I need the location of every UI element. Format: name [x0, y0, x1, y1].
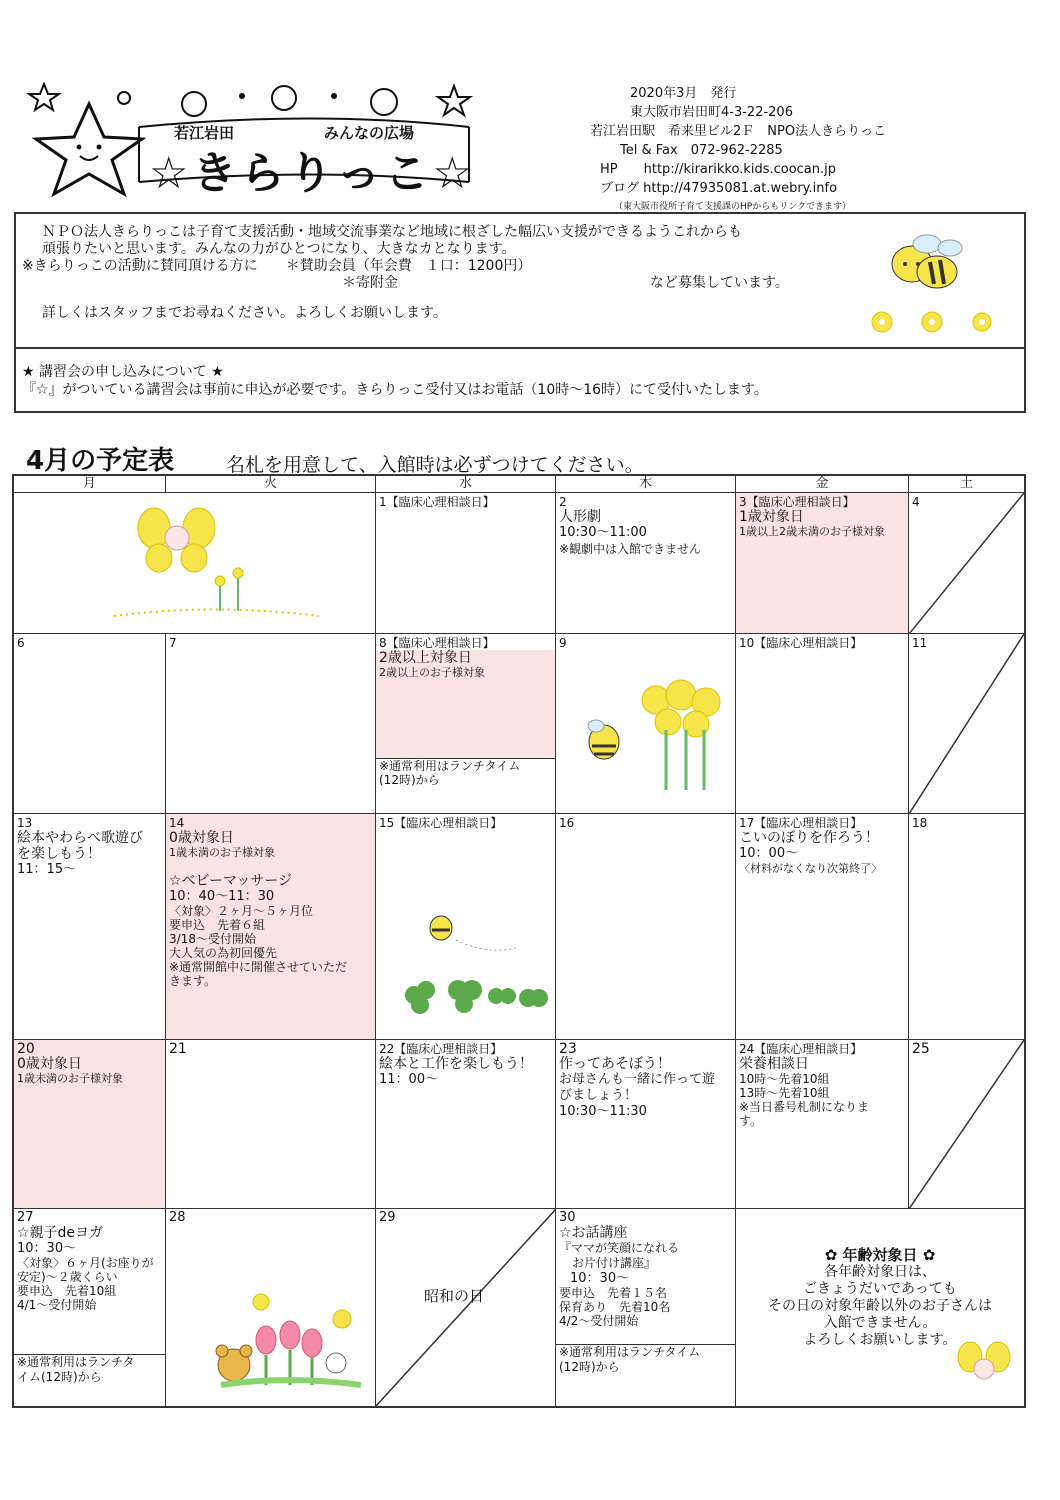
event-target: 1歳未満のお子様対象 — [17, 1072, 123, 1085]
event-target: 1歳以上2歳未満のお子様対象 — [739, 525, 885, 538]
event-time: 10：40〜11：30 — [169, 889, 275, 904]
event-title: ☆親子deヨガ — [17, 1225, 104, 1241]
schedule-subtitle: 名札を用意して、入館時は必ずつけてください。 — [226, 454, 644, 476]
bear-tulips-illustration — [166, 1225, 374, 1405]
publisher-info — [590, 84, 920, 217]
event-line-5: 3/18〜受付開始 — [169, 932, 256, 946]
day-label: 16 — [559, 816, 575, 830]
day-label: 18 — [912, 816, 928, 830]
holiday-diagonal — [376, 1209, 556, 1406]
schedule-title: 4月の予定表 — [26, 446, 175, 476]
event-title: 0歳対象日 — [17, 1056, 82, 1072]
event-line-2: お片付け講座』 — [572, 1256, 657, 1270]
weekday-wed: 水 — [376, 476, 556, 493]
day-label: 20 — [17, 1041, 35, 1057]
event-time: 10：30〜 — [570, 1271, 630, 1286]
cell-apr-17[interactable] — [736, 814, 909, 1040]
day-label: 6 — [17, 636, 25, 650]
cell-apr-4[interactable] — [909, 493, 1024, 634]
event-title: 絵本と工作を楽しもう！ — [379, 1056, 533, 1072]
event-title: 1歳対象日 — [739, 509, 804, 525]
cell-apr-27[interactable] — [14, 1209, 166, 1406]
intro-line-1: ＮＰＯ法人きらりっこは子育て支援活動・地域交流事業など地域に根ざした幅広い支援ができるようこれからも — [42, 224, 742, 240]
cell-apr-16[interactable] — [556, 814, 736, 1040]
age-notice-cell — [736, 1209, 1024, 1406]
event-line-3: 安定)〜２歳くらい — [17, 1270, 118, 1284]
day-label: 22【臨床心理相談日】 — [379, 1042, 503, 1056]
cell-apr-3[interactable] — [736, 493, 909, 634]
event-title: ☆お話講座 — [559, 1225, 628, 1241]
event-time: 11：00〜 — [379, 1072, 439, 1087]
day-label: 15【臨床心理相談日】 — [379, 816, 503, 830]
intro-box — [14, 212, 1026, 348]
cell-apr-7[interactable] — [166, 634, 376, 814]
day-label: 7 — [169, 636, 177, 650]
event-line-7: ※通常開館中に開催させていただ — [169, 960, 348, 974]
day-label: 10【臨床心理相談日】 — [739, 636, 863, 650]
closed-diagonal — [909, 634, 1024, 814]
publish-date: 2020年3月 発行 — [630, 86, 737, 101]
age-notice-line-1: 各年齢対象日は、 — [824, 1264, 936, 1280]
closed-diagonal — [909, 1040, 1024, 1209]
butterfly-illustration — [952, 1337, 1018, 1397]
homepage-url[interactable]: HP http://kirarikko.kids.coocan.jp — [600, 162, 836, 177]
seminar-title: ★ 講習会の申し込みについて ★ — [22, 364, 224, 380]
day-label: 21 — [169, 1041, 187, 1057]
day-label: 23 — [559, 1041, 577, 1057]
cell-apr-11[interactable] — [909, 634, 1024, 814]
event-note-2: イム(12時)から — [17, 1370, 102, 1384]
event-line-6: 4/2〜受付開始 — [559, 1314, 639, 1328]
cell-apr-15[interactable] — [376, 814, 556, 1040]
logo-main: ☆きらりっこ☆ — [149, 148, 476, 199]
event-time: 10:30〜11:30 — [559, 1104, 647, 1119]
event-line-4: す。 — [739, 1114, 763, 1128]
tel-fax: Tel & Fax 072-962-2285 — [620, 143, 783, 158]
link-note: （東大阪市役所子育て支援課のHPからもリンクできます） — [614, 202, 852, 212]
day-label: 11 — [912, 636, 928, 650]
day-label: 4 — [912, 495, 920, 509]
cell-apr-23[interactable] — [556, 1040, 736, 1209]
cell-apr-28[interactable] — [166, 1209, 376, 1406]
event-target: 2歳以上のお子様対象 — [379, 666, 485, 679]
closed-diagonal — [909, 493, 1024, 634]
cell-apr-20[interactable] — [14, 1040, 166, 1209]
event-title-2: ☆ベビーマッサージ — [169, 873, 293, 889]
cell-apr-13[interactable] — [14, 814, 166, 1040]
day-label: 14 — [169, 816, 185, 830]
event-line-2: びましょう！ — [559, 1088, 638, 1103]
event-line-3: ※当日番号札制になりま — [739, 1100, 870, 1114]
event-line-4: 要申込 先着６組 — [169, 918, 266, 932]
event-target: 1歳未満のお子様対象 — [169, 846, 275, 859]
cell-apr-22[interactable] — [376, 1040, 556, 1209]
cell-apr-9[interactable] — [556, 634, 736, 814]
event-line-8: きます。 — [169, 974, 217, 988]
cell-w1-mon-tue-illustration — [14, 493, 376, 634]
event-time: 10：30〜 — [17, 1241, 77, 1256]
day-label: 24【臨床心理相談日】 — [739, 1042, 863, 1056]
event-title: 2歳以上対象日 — [379, 650, 472, 666]
cell-apr-24[interactable] — [736, 1040, 909, 1209]
day-label: 3【臨床心理相談日】 — [739, 495, 855, 509]
age-notice-line-4: 入館できません。 — [823, 1315, 937, 1331]
event-line-5: 保育あり 先着10名 — [559, 1300, 671, 1314]
cell-apr-1[interactable] — [376, 493, 556, 634]
event-note: ※通常利用はランチタイム — [559, 1345, 701, 1359]
event-line-4: 要申込 先着１５名 — [559, 1286, 668, 1300]
event-highlight — [376, 650, 555, 758]
blog-url[interactable]: ブログ http://47935081.at.webry.info — [600, 181, 838, 196]
weekday-thu: 木 — [556, 476, 736, 493]
cell-apr-10[interactable] — [736, 634, 909, 814]
event-line-5: 4/1〜受付開始 — [17, 1298, 97, 1312]
event-note-2: (12時)から — [379, 773, 440, 787]
seminar-notice-box — [14, 347, 1026, 413]
bee-clover-illustration — [376, 830, 556, 1030]
event-time: 10：00〜 — [739, 846, 799, 861]
cell-apr-30[interactable] — [556, 1209, 736, 1406]
event-line-2: 13時〜先着10組 — [739, 1086, 830, 1100]
age-notice-line-5: よろしくお願いします。 — [803, 1332, 957, 1348]
april-calendar — [12, 474, 1026, 1408]
weekday-sat: 土 — [909, 476, 1024, 493]
intro-line-5: 詳しくはスタッフまでお尋ねください。よろしくお願いします。 — [42, 305, 447, 321]
bee-rapeseed-illustration — [556, 650, 736, 810]
event-line-6: 大人気の為初回優先 — [169, 946, 278, 960]
intro-line-3: ※きらりっこの活動に賛同頂ける方に ＊賛助会員（年会費 １口：1200円） — [22, 258, 532, 274]
day-label: 27 — [17, 1210, 34, 1225]
event-title: 0歳対象日 — [169, 830, 234, 846]
day-label: 2 — [559, 495, 567, 509]
event-note: ※通常利用はランチタイム — [379, 759, 521, 773]
event-note-2: (12時)から — [559, 1360, 620, 1374]
cell-apr-8[interactable] — [376, 634, 556, 814]
day-label: 30 — [559, 1210, 576, 1225]
event-note: ※通常利用はランチタ — [17, 1355, 135, 1369]
cell-apr-25[interactable] — [909, 1040, 1024, 1209]
age-notice-line-2: ごきょうだいであっても — [803, 1281, 957, 1297]
intro-line-2: 頑張りたいと思います。みんなの力がひとつになり、大きなカとなります。 — [42, 241, 516, 257]
event-title: 絵本やわらべ歌遊び — [17, 830, 143, 846]
age-notice-title: ✿ 年齢対象日 ✿ — [824, 1246, 936, 1264]
event-line-2: 〈対象〉６ヶ月(お座りが — [17, 1256, 154, 1270]
day-label: 17【臨床心理相談日】 — [739, 816, 863, 830]
day-label: 8【臨床心理相談日】 — [379, 636, 495, 650]
holiday-name: 昭和の日 — [424, 1287, 485, 1305]
cell-apr-21[interactable] — [166, 1040, 376, 1209]
day-label: 25 — [912, 1041, 930, 1057]
kirarikko-logo — [14, 82, 484, 202]
event-line-1: お母さんも一緒に作って遊 — [559, 1072, 716, 1087]
event-title: 作ってあそぼう！ — [559, 1056, 671, 1072]
seminar-text: 『☆』がついている講習会は事前に申込が必要です。きらりっこ受付又はお電話（10時〜16時）にて受付いたします。 — [22, 382, 768, 398]
event-title-2: を楽しもう！ — [17, 846, 101, 862]
event-line-4: 要申込 先着10組 — [17, 1284, 117, 1298]
station: 若江岩田駅 希来里ビル2Ｆ NPO法人きらりっこ — [590, 124, 887, 139]
cell-apr-29[interactable] — [376, 1209, 556, 1406]
logo-top-left: 若江岩田 — [174, 124, 235, 142]
butterfly-sprouts-illustration — [14, 493, 374, 633]
cell-apr-18[interactable] — [909, 814, 1024, 1040]
day-label: 28 — [169, 1210, 186, 1225]
weekday-tue: 火 — [166, 476, 376, 493]
age-notice — [736, 1247, 1024, 1349]
day-label: 29 — [379, 1210, 396, 1225]
event-line-3: 〈対象〉２ヶ月〜５ヶ月位 — [169, 904, 314, 918]
day-label: 1【臨床心理相談日】 — [379, 495, 495, 509]
event-note: 〈材料がなくなり次第終了〉 — [739, 862, 882, 875]
event-title: 栄養相談日 — [739, 1056, 809, 1072]
event-line-1: 10時〜先着10組 — [739, 1072, 830, 1086]
weekday-mon: 月 — [14, 476, 166, 493]
cell-apr-14[interactable] — [166, 814, 376, 1040]
cell-apr-2[interactable] — [556, 493, 736, 634]
event-line-1: 『ママが笑顔になれる — [559, 1241, 680, 1255]
weekday-fri: 金 — [736, 476, 909, 493]
event-title: 人形劇 — [559, 509, 601, 525]
address: 東大阪市岩田町4-3-22-206 — [630, 105, 793, 120]
event-time: 10:30〜11:00 — [559, 525, 647, 540]
logo-top-right: みんなの広場 — [324, 124, 415, 142]
day-label: 13 — [17, 816, 33, 830]
cell-apr-6[interactable] — [14, 634, 166, 814]
age-notice-line-3: その日の対象年齢以外のお子さんは — [768, 1298, 992, 1314]
intro-line-4b: など募集しています。 — [650, 275, 789, 291]
event-title: こいのぼりを作ろう！ — [739, 830, 879, 846]
event-note: ※観劇中は入館できません — [559, 542, 702, 556]
intro-line-4: ＊寄附金 — [342, 275, 398, 291]
bee-flowers-illustration — [842, 224, 992, 339]
day-label: 9 — [559, 636, 567, 650]
event-time: 11：15〜 — [17, 862, 77, 877]
